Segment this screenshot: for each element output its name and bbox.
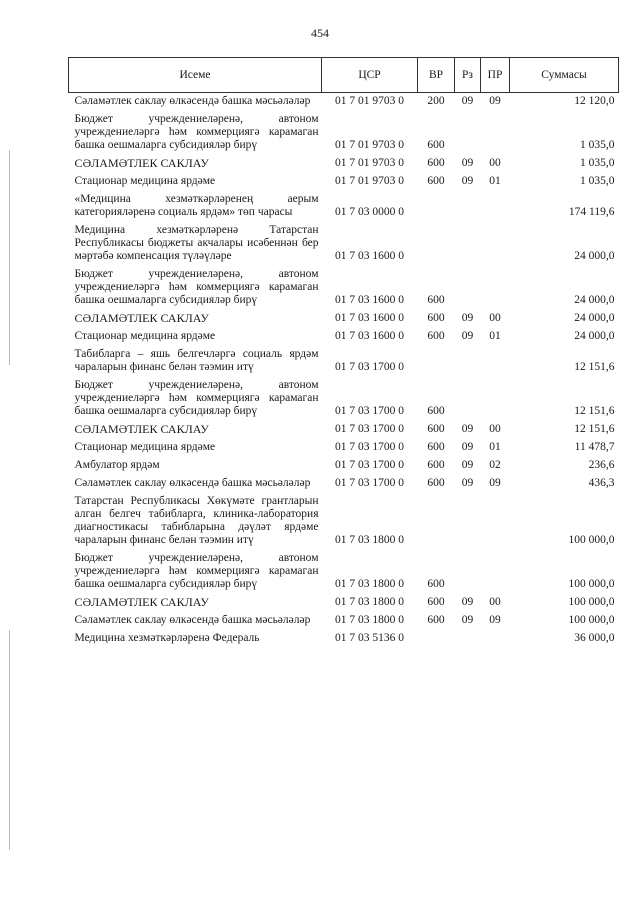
cell-sum: 12 120,0 [574, 95, 615, 107]
cell-sum: 174 119,6 [568, 206, 615, 218]
cell-pr [481, 346, 510, 377]
header-csr: ЦСР [322, 58, 418, 93]
cell-csr: 01 7 03 5136 0 [335, 632, 404, 644]
cell-vr: 600 [427, 423, 445, 435]
page-number: 454 [311, 26, 329, 40]
table-row [69, 191, 619, 222]
cell-sum: 1 035,0 [580, 157, 615, 169]
cell-vr: 600 [427, 294, 445, 306]
cell-pr [481, 377, 510, 421]
cell-name: Бюджет учреждениеләренә, автоном учреждениеләргә һәм коммерциягә карамаган башка оешмаларга субсидияләр бирү [74, 379, 319, 417]
cell-vr: 600 [427, 441, 445, 453]
cell-sum: 1 035,0 [580, 175, 615, 187]
cell-rz [455, 377, 481, 421]
cell-sum: 100 000,0 [568, 596, 615, 608]
cell-pr: 00 [489, 312, 501, 324]
cell-rz: 09 [461, 95, 474, 107]
cell-vr: 600 [427, 596, 445, 608]
cell-csr: 01 7 03 1600 0 [335, 312, 404, 324]
cell-pr [481, 493, 510, 550]
cell-rz [455, 493, 481, 550]
cell-name: Бюджет учреждениеләренә, автоном учреждениеләргә һәм коммерциягә карамаган башка оешмаларга субсидияләр бирү [74, 268, 319, 306]
cell-rz: 09 [461, 330, 474, 342]
cell-rz [455, 346, 481, 377]
cell-name: «Медицина хезмәткәрләренең аерым категорияләренә социаль ярдәм» төп чарасы [74, 193, 319, 218]
cell-csr: 01 7 03 0000 0 [335, 206, 404, 218]
cell-csr: 01 7 03 1800 0 [335, 534, 404, 546]
cell-csr: 01 7 03 1700 0 [335, 459, 404, 471]
table-header-row [69, 58, 619, 93]
table-row [69, 222, 619, 266]
cell-vr: 600 [427, 477, 445, 489]
cell-name: Сәламәтлек саклау өлкәсендә башка мәсьәләләр [74, 614, 311, 626]
cell-csr: 01 7 03 1800 0 [335, 596, 404, 608]
cell-pr [481, 111, 510, 155]
table-row [69, 310, 619, 328]
cell-rz: 09 [461, 423, 474, 435]
cell-name: СӘЛАМӘТЛЕК САКЛАУ [74, 595, 209, 609]
cell-pr: 00 [489, 596, 501, 608]
cell-name: СӘЛАМӘТЛЕК САКЛАУ [74, 422, 209, 436]
cell-pr: 09 [489, 95, 501, 107]
cell-csr: 01 7 03 1600 0 [335, 250, 404, 262]
cell-vr: 600 [427, 175, 445, 187]
cell-name: Стационар медицина ярдәме [74, 175, 216, 187]
cell-name: СӘЛАМӘТЛЕК САКЛАУ [74, 311, 209, 325]
table-row [69, 630, 619, 648]
cell-name: Медицина хезмәткәрләренә Татарстан Республикасы бюджеты акчалары исәбеннән бер мәртәбә компенсация түләүләре [74, 224, 319, 262]
header-sum: Суммасы [510, 58, 619, 93]
cell-rz: 09 [461, 441, 474, 453]
table-row [69, 612, 619, 630]
cell-pr: 00 [489, 423, 501, 435]
cell-sum: 1 035,0 [580, 139, 615, 151]
scan-edge-mark [9, 150, 10, 365]
table-row [69, 93, 619, 112]
cell-csr: 01 7 01 9703 0 [335, 175, 404, 187]
cell-pr: 09 [489, 614, 501, 626]
cell-sum: 24 000,0 [574, 312, 615, 324]
cell-pr [481, 630, 510, 648]
cell-sum: 12 151,6 [574, 405, 615, 417]
cell-rz: 09 [461, 477, 474, 489]
table-row [69, 173, 619, 191]
cell-name: Сәламәтлек саклау өлкәсендә башка мәсьәләләр [74, 95, 311, 107]
table-row [69, 475, 619, 493]
cell-rz: 09 [461, 614, 474, 626]
cell-pr [481, 266, 510, 310]
header-rz: Рз [455, 58, 481, 93]
cell-rz: 09 [461, 596, 474, 608]
cell-sum: 100 000,0 [568, 534, 615, 546]
cell-vr: 600 [427, 330, 445, 342]
scan-edge-mark [9, 630, 10, 850]
cell-rz [455, 630, 481, 648]
cell-pr [481, 550, 510, 594]
cell-name: Медицина хезмәткәрләренә Федераль [74, 632, 260, 644]
cell-csr: 01 7 03 1800 0 [335, 614, 404, 626]
cell-vr: 600 [427, 614, 445, 626]
cell-name: Бюджет учреждениеләренә, автоном учреждениеләргә һәм коммерциягә карамаган башка оешмаларга субсидияләр бирү [74, 113, 319, 151]
cell-pr: 01 [489, 330, 501, 342]
header-vr: ВР [418, 58, 455, 93]
table-row [69, 377, 619, 421]
cell-csr: 01 7 03 1700 0 [335, 441, 404, 453]
cell-csr: 01 7 03 1600 0 [335, 330, 404, 342]
cell-sum: 24 000,0 [574, 250, 615, 262]
cell-csr: 01 7 03 1800 0 [335, 578, 404, 590]
cell-name: Табибларга – яшь белгечләргә социаль ярдәм чараларын финанс белән тәэмин итү [74, 348, 319, 373]
cell-sum: 236,6 [588, 459, 615, 471]
cell-rz: 09 [461, 157, 474, 169]
cell-sum: 12 151,6 [574, 423, 615, 435]
cell-rz: 09 [461, 175, 474, 187]
cell-csr: 01 7 01 9703 0 [335, 95, 404, 107]
cell-rz [455, 266, 481, 310]
cell-pr: 00 [489, 157, 501, 169]
header-name: Исеме [69, 58, 322, 93]
cell-rz [455, 191, 481, 222]
cell-vr: 600 [427, 157, 445, 169]
cell-vr [418, 630, 455, 648]
cell-sum: 100 000,0 [568, 578, 615, 590]
cell-pr [481, 222, 510, 266]
table-row [69, 346, 619, 377]
cell-name: Стационар медицина ярдәме [74, 330, 216, 342]
cell-sum: 24 000,0 [574, 294, 615, 306]
table-row [69, 155, 619, 173]
table-row [69, 439, 619, 457]
cell-vr: 600 [427, 405, 445, 417]
cell-vr: 600 [427, 578, 445, 590]
cell-rz [455, 111, 481, 155]
cell-pr [481, 191, 510, 222]
cell-sum: 24 000,0 [574, 330, 615, 342]
cell-vr [418, 191, 455, 222]
cell-sum: 11 478,7 [574, 441, 615, 453]
cell-csr: 01 7 03 1600 0 [335, 294, 404, 306]
table-row [69, 266, 619, 310]
cell-csr: 01 7 03 1700 0 [335, 405, 404, 417]
cell-name: Амбулатор ярдәм [74, 459, 160, 471]
table-row [69, 493, 619, 550]
cell-rz [455, 550, 481, 594]
cell-vr [418, 346, 455, 377]
cell-vr: 600 [427, 312, 445, 324]
cell-rz: 09 [461, 312, 474, 324]
cell-sum: 36 000,0 [574, 632, 615, 644]
table-row [69, 328, 619, 346]
cell-pr: 02 [489, 459, 501, 471]
cell-sum: 12 151,6 [574, 361, 615, 373]
cell-name: Сәламәтлек саклау өлкәсендә башка мәсьәләләр [74, 477, 311, 489]
cell-pr: 09 [489, 477, 501, 489]
cell-pr: 01 [489, 441, 501, 453]
cell-csr: 01 7 03 1700 0 [335, 423, 404, 435]
cell-pr: 01 [489, 175, 501, 187]
table-row [69, 457, 619, 475]
table-row [69, 421, 619, 439]
cell-vr [418, 493, 455, 550]
cell-rz [455, 222, 481, 266]
cell-rz: 09 [461, 459, 474, 471]
cell-vr: 600 [427, 459, 445, 471]
table-row [69, 550, 619, 594]
cell-sum: 100 000,0 [568, 614, 615, 626]
cell-name: Татарстан Республикасы Хөкүмәте грантларын алган белгеч табибларга, клиника-лаборатория диагностикасы табибларына дәүләт ярдәме чараларын финанс белән тәэмин итү [74, 495, 319, 546]
cell-csr: 01 7 01 9703 0 [335, 157, 404, 169]
cell-csr: 01 7 03 1700 0 [335, 361, 404, 373]
cell-csr: 01 7 03 1700 0 [335, 477, 404, 489]
table-row [69, 594, 619, 612]
header-pr: ПР [481, 58, 510, 93]
budget-table [68, 57, 619, 648]
cell-csr: 01 7 01 9703 0 [335, 139, 404, 151]
cell-vr: 200 [427, 95, 445, 107]
cell-vr [418, 222, 455, 266]
cell-sum: 436,3 [588, 477, 615, 489]
table-row [69, 111, 619, 155]
cell-name: СӘЛАМӘТЛЕК САКЛАУ [74, 156, 209, 170]
cell-name: Бюджет учреждениеләренә, автоном учреждениеләргә һәм коммерциягә карамаган башка оешмаларга субсидияләр бирү [74, 552, 319, 590]
cell-vr: 600 [427, 139, 445, 151]
cell-name: Стационар медицина ярдәме [74, 441, 216, 453]
